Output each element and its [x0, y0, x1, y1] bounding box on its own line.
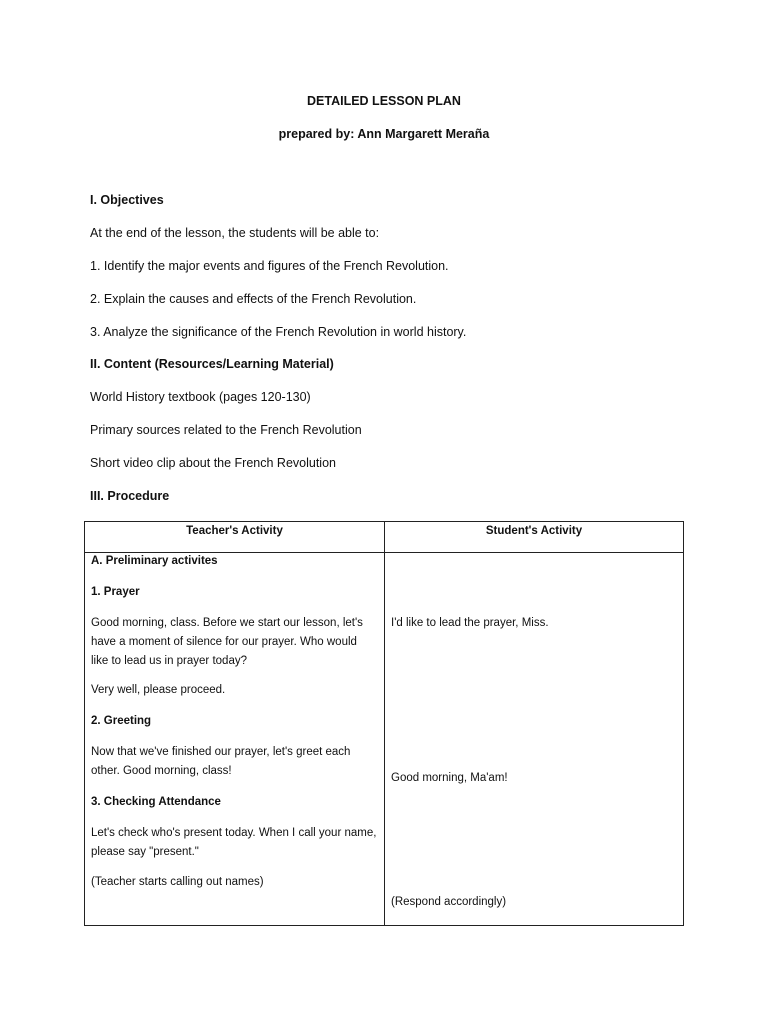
- content-item: Short video clip about the French Revolution: [90, 456, 336, 470]
- content-item: World History textbook (pages 120-130): [90, 390, 311, 404]
- student-greeting-response: Good morning, Ma'am!: [391, 772, 508, 784]
- attendance-heading: 3. Checking Attendance: [91, 796, 221, 808]
- teacher-attendance-line: Let's check who's present today. When I call your name,: [91, 827, 377, 839]
- teacher-greeting-line: Now that we've finished our prayer, let's greet each: [91, 746, 351, 758]
- greeting-heading: 2. Greeting: [91, 715, 152, 727]
- objective-item: 3. Analyze the significance of the French Revolution in world history.: [90, 325, 467, 339]
- teacher-prayer-followup: Very well, please proceed.: [91, 684, 226, 696]
- student-prayer-response: I'd like to lead the prayer, Miss.: [391, 617, 549, 629]
- prepared-by: prepared by: Ann Margarett Meraña: [278, 127, 490, 141]
- procedure-table: [84, 521, 684, 926]
- teacher-prayer-line: Good morning, class. Before we start our lesson, let's: [91, 617, 363, 629]
- preliminary-activities-heading: A. Preliminary activites: [91, 555, 218, 567]
- objectives-heading: I. Objectives: [90, 193, 164, 207]
- teacher-activity-header: Teacher's Activity: [186, 525, 283, 537]
- teacher-prayer-line: like to lead us in prayer today?: [91, 655, 247, 667]
- student-attendance-response: (Respond accordingly): [391, 896, 507, 908]
- table-column-divider: [384, 522, 385, 925]
- teacher-prayer-line: have a moment of silence for our prayer. Who would: [91, 636, 357, 648]
- prayer-heading: 1. Prayer: [91, 586, 140, 598]
- teacher-attendance-line: please say "present.": [91, 846, 199, 858]
- teacher-attendance-note: (Teacher starts calling out names): [91, 876, 264, 888]
- student-activity-header: Student's Activity: [485, 525, 583, 537]
- teacher-greeting-line: other. Good morning, class!: [91, 765, 232, 777]
- objective-item: 1. Identify the major events and figures of the French Revolution.: [90, 259, 449, 273]
- content-heading: II. Content (Resources/Learning Material): [90, 357, 334, 371]
- objective-item: 2. Explain the causes and effects of the French Revolution.: [90, 292, 417, 306]
- objectives-intro: At the end of the lesson, the students will be able to:: [90, 226, 380, 240]
- procedure-heading: III. Procedure: [90, 489, 170, 503]
- document-title: DETAILED LESSON PLAN: [307, 94, 461, 108]
- content-item: Primary sources related to the French Revolution: [90, 423, 362, 437]
